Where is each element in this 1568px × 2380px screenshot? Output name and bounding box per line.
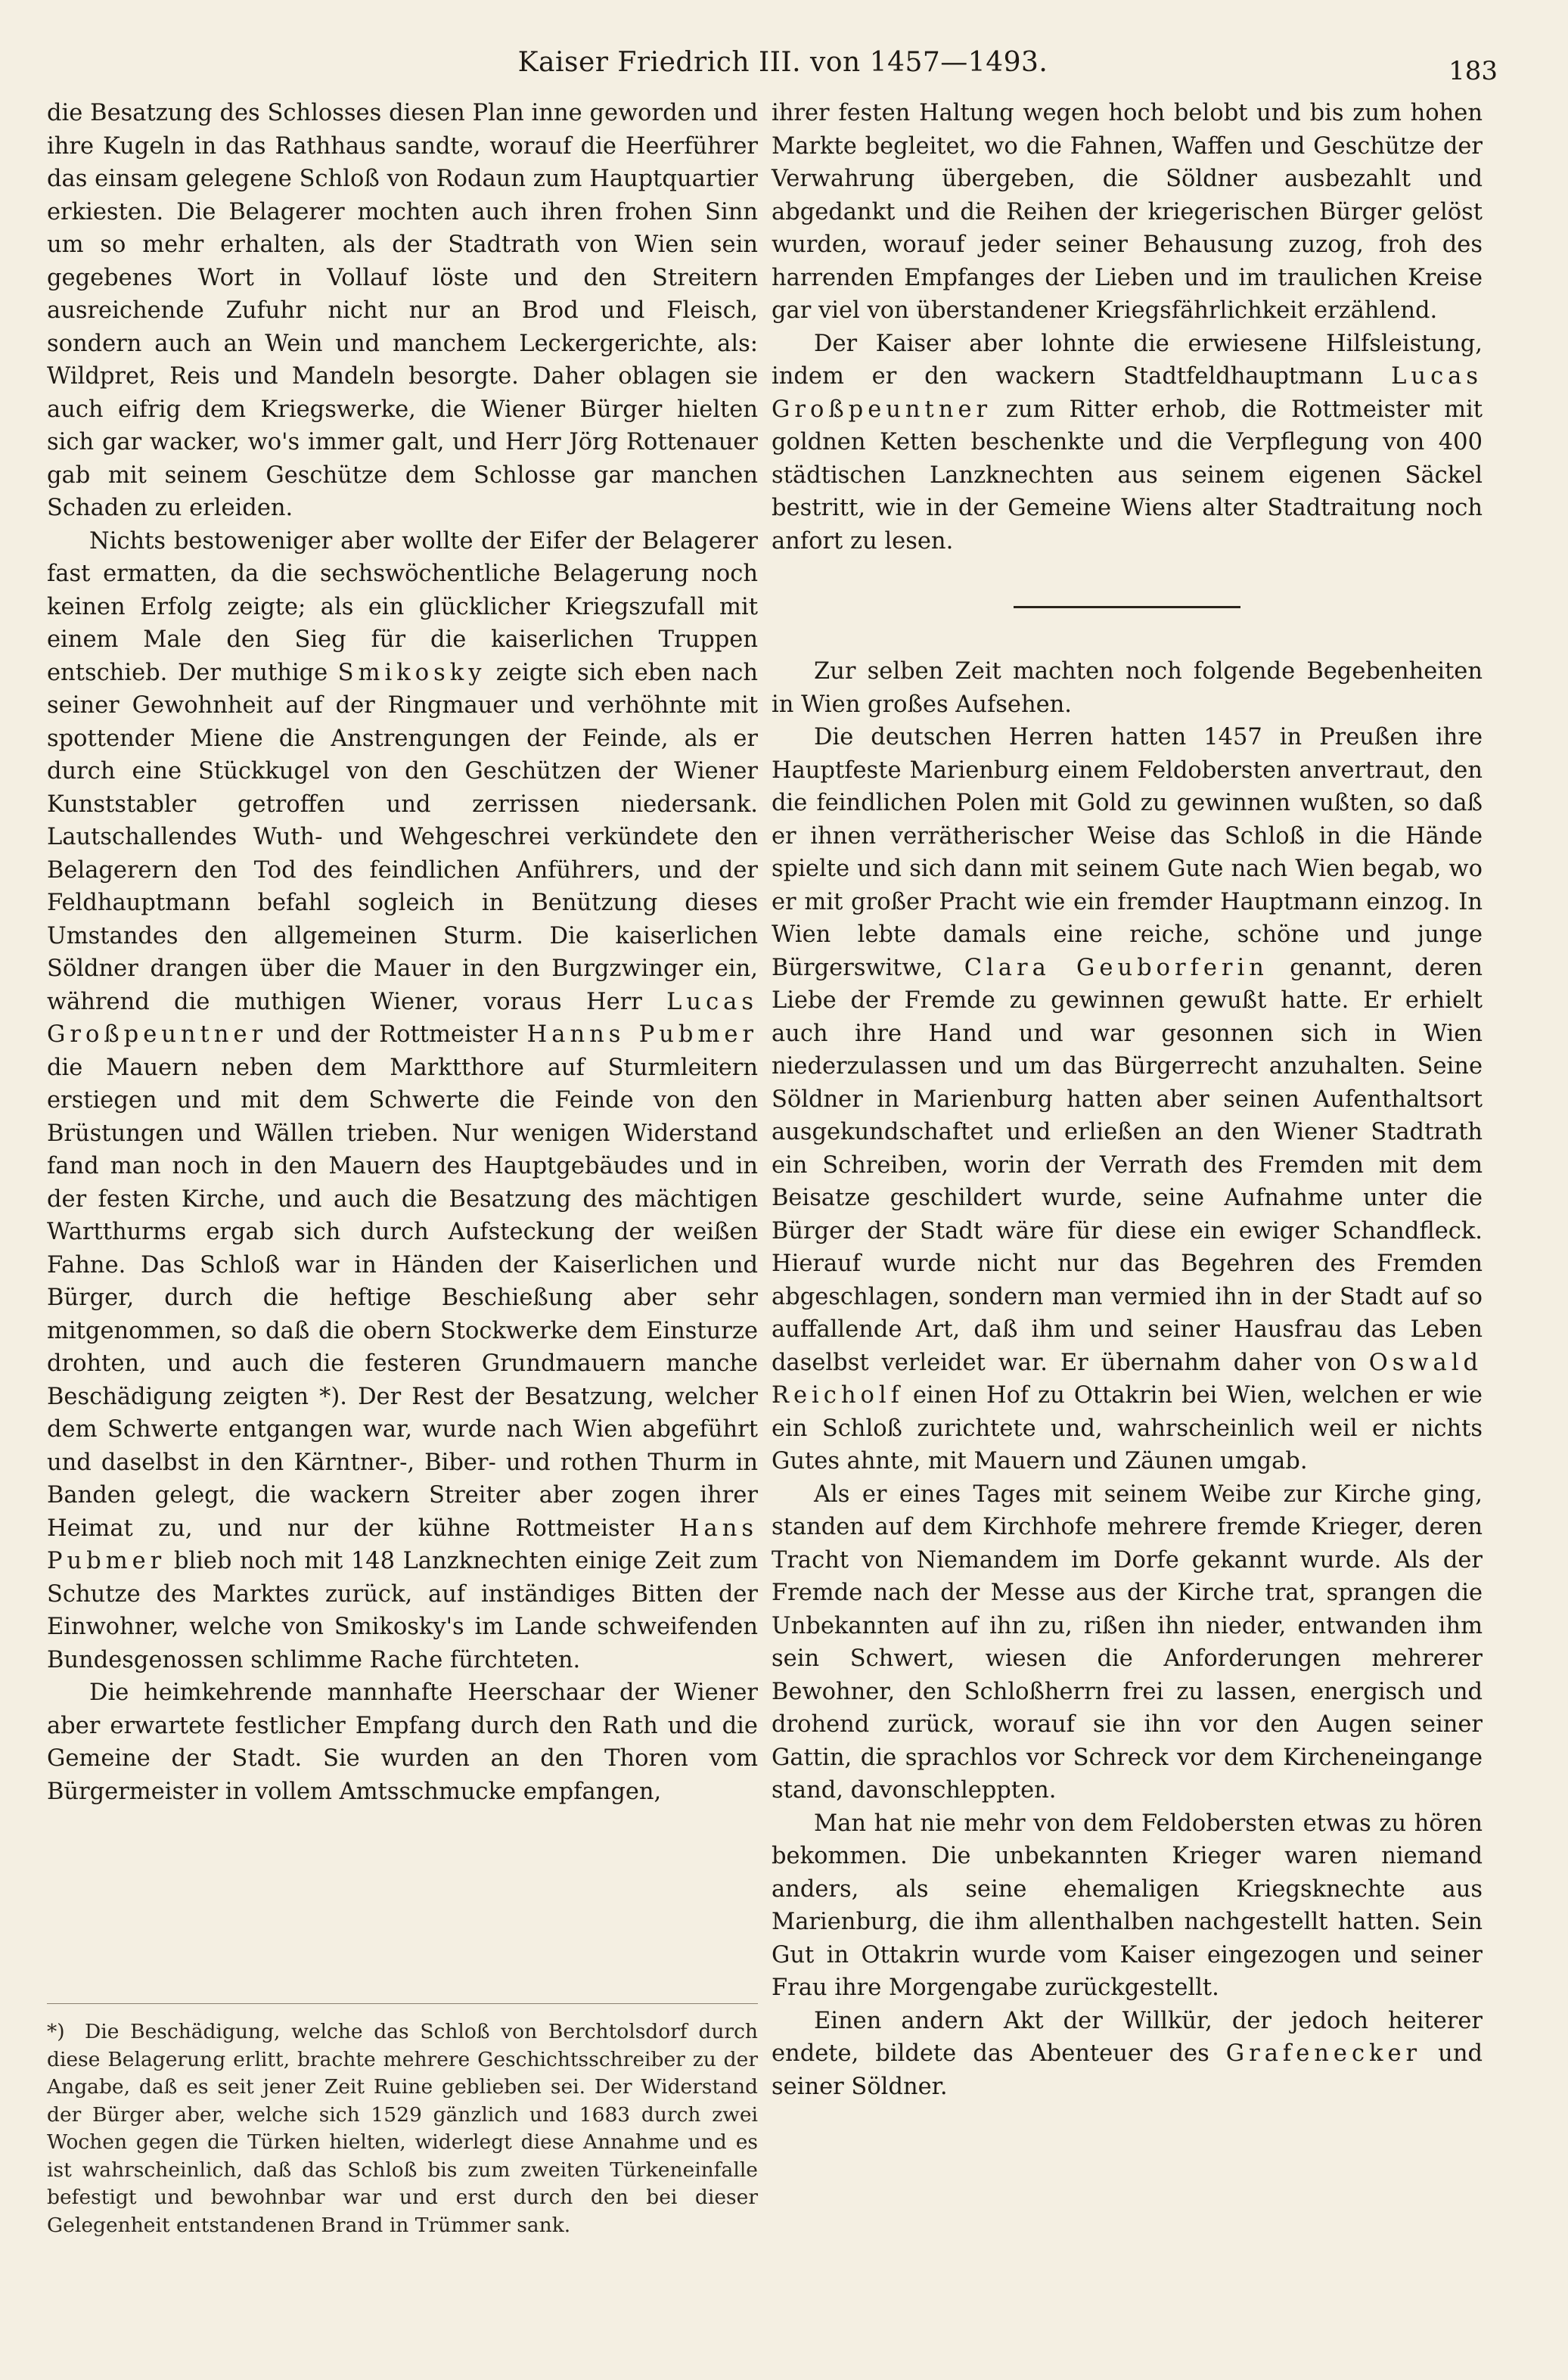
paragraph: Man hat nie mehr von dem Feldobersten etwas zu hören bekommen. Die unbekannten Krieger waren niemand anders, als seine ehemaligen Kriegsknechte aus Marienburg, die ihm allenthalben nachgestellt hatten. Sein Gut in Ottakrin wurde vom Kaiser eingezogen und seiner Frau ihre Morgengabe zurückgestellt. — [772, 1810, 1483, 2001]
paragraph: die Besatzung des Schlosses diesen Plan inne geworden und ihre Kugeln in das Rathhaus sandte, worauf die Heerführer das einsam gelegene Schloß von Rodaun zum Hauptquartier erkiesten. Die Belagerer mochten auch ihren frohen Sinn um so mehr erhalten, als der Stadtrath von Wien sein gegebenes Wort in Vollauf löste und den Streitern ausreichende Zufuhr nicht nur an Brod und Fleisch, sondern auch an Wein und manchem Leckergerichte, als: Wildpret, Reis und Mandeln besorgte. Daher oblagen sie auch eifrig dem Kriegswerke, die Wiener Bürger hielten sich gar wacker, wo's immer galt, und Herr Jörg Rottenauer gab mit seinem Geschütze dem Schlosse gar manchen Schaden zu erleiden. — [47, 100, 758, 521]
footnote-divider — [47, 2003, 758, 2004]
person-name: Clara Geuborferin — [964, 954, 1268, 981]
paragraph: Die deutschen Herren hatten 1457 in Preußen ihre Hauptfeste Marienburg einem Feldobersten anvertraut, den die feindlichen Polen mit Gold zu gewinnen wußten, so daß er ihnen verrätherischer Weise das Schloß in die Hände spielte und sich dann mit seinem Gute nach Wien begab, wo er mit großer Pracht wie ein fremder Hauptmann einzog. In Wien lebte damals eine reiche, schöne und junge Bürgerswitwe, Clara Geuborferin genannt, deren Liebe der Fremde zu gewinnen gewußt hatte. Er erhielt auch ihre Hand und war gesonnen sich in Wien niederzulassen und um das Bürgerrecht anzuhalten. Seine Söldner in Marienburg hatten aber seinen Aufenthaltsort ausgekundschaftet und erließen an den Wiener Stadtrath ein Schreiben, worin der Verrath des Fremden mit dem Beisatze geschildert wurde, seine Aufnahme unter die Bürger der Stadt wäre für diese ein ewiger Schandfleck. Hierauf wurde nicht nur das Begehren des Fremden abgeschlagen, sondern man vermied ihn in der Stadt auf so auffallende Art, daß ihm und seiner Hausfrau das Leben daselbst verleidet war. Er übernahm daher von Oswald Reicholf einen Hof zu Ottakrin bei Wien, welchen er wie ein Schloß zurichtete und, wahrscheinlich weil er nichts Gutes ahnte, mit Mauern und Zäunen umgab. — [772, 724, 1483, 1474]
person-name: Hans Pubmer — [47, 1515, 758, 1574]
person-name: Oswald Reicholf — [772, 1349, 1483, 1409]
paragraph: ihrer festen Haltung wegen hoch belobt und bis zum hohen Markte begleitet, wo die Fahnen, Waffen und Geschütze der Verwahrung übergeben, die Söldner ausbezahlt und abgedankt und die Reihen der kriegerischen Bürger gelöst wurden, worauf jeder seiner Behausung zuzog, froh des harrenden Empfanges der Lieben und im traulichen Kreise gar viel von überstandener Kriegsfährlichkeit erzählend. — [772, 100, 1483, 324]
person-name: Grafenecker — [1225, 2040, 1422, 2067]
running-head: Kaiser Friedrich III. von 1457—1493. — [517, 47, 1048, 78]
person-name: Hanns Pubmer — [526, 1021, 758, 1048]
person-name: Smikosky — [337, 659, 486, 686]
paragraph: Einen andern Akt der Willkür, der jedoch heiterer endete, bildete das Abenteuer des Grafenecker und seiner Söldner. — [772, 2007, 1483, 2100]
page-header — [45, 33, 1520, 86]
person-name: Lucas Großpeuntner — [47, 988, 758, 1048]
paragraph: Der Kaiser aber lohnte die erwiesene Hilfsleistung, indem er den wackern Stadtfeldhauptmann Lucas Großpeuntner zum Ritter erhob, die Rottmeister mit goldnen Ketten beschenkte und die Verpflegung von 400 städtischen Lanzknechten aus seinem eigenen Säckel bestritt, wie in der Gemeine Wiens alter Stadtraitung noch anfort zu lesen. — [772, 330, 1483, 555]
footnote-marker: *) — [47, 2020, 65, 2043]
footnote-text: Die Beschädigung, welche das Schloß von Berchtolsdorf durch diese Belagerung erlitt, brachte mehrere Geschichtsschreiber zu der Angabe, daß es seit jener Zeit Ruine geblieben sei. Der Widerstand der Bürger aber, welche sich 1529 gänzlich und 1683 durch zwei Wochen gegen die Türken hielten, widerlegt diese Annahme und es ist wahrscheinlich, daß das Schloß bis zum zweiten Türkeneinfalle befestigt und bewohnbar war und erst durch den bei dieser Gelegenheit entstandenen Brand in Trümmer sank. — [47, 2020, 758, 2237]
right-column — [772, 97, 1483, 2103]
page-number: 183 — [1448, 56, 1498, 86]
paragraph: Zur selben Zeit machten noch folgende Begebenheiten in Wien großes Aufsehen. — [772, 658, 1483, 718]
person-name: Lucas Großpeuntner — [772, 363, 1483, 423]
section-divider — [1014, 606, 1240, 608]
paragraph: Die heimkehrende mannhafte Heerschaar der Wiener aber erwartete festlicher Empfang durch den Rath und die Gemeine der Stadt. Sie wurden an den Thoren vom Bürgermeister in vollem Amtsschmucke empfangen, — [47, 1679, 758, 1805]
footnote — [47, 2018, 758, 2239]
paragraph: Als er eines Tages mit seinem Weibe zur Kirche ging, standen auf dem Kirchhofe mehrere fremde Krieger, deren Tracht von Niemandem im Dorfe gekannt wurde. Als der Fremde nach der Messe aus der Kirche trat, sprangen die Unbekannten auf ihn zu, rißen ihn nieder, entwanden ihm sein Schwert, wiesen die Anforderungen mehrerer Bewohner, den Schloßherrn frei zu lassen, energisch und drohend zurück, worauf sie ihn vor den Augen seiner Gattin, die sprachlos vor Schreck vor dem Kircheneingange stand, davonschleppten. — [772, 1481, 1483, 1804]
left-column — [47, 97, 758, 1808]
paragraph: Nichts bestoweniger aber wollte der Eifer der Belagerer fast ermatten, da die sechswöchentliche Belagerung noch keinen Erfolg zeigte; als ein glücklicher Kriegszufall mit einem Male den Sieg für die kaiserlichen Truppen entschieb. Der muthige Smikosky zeigte sich eben nach seiner Gewohnheit auf der Ringmauer und verhöhnte mit spottender Miene die Anstrengungen der Feinde, als er durch eine Stückkugel von den Geschützen der Wiener Kunststabler getroffen und zerrissen niedersank. Lautschallendes Wuth- und Wehgeschrei verkündete den Belagerern den Tod des feindlichen Anführers, und der Feldhauptmann befahl sogleich in Benützung dieses Umstandes den allgemeinen Sturm. Die kaiserlichen Söldner drangen über die Mauer in den Burgzwinger ein, während die muthigen Wiener, voraus Herr Lucas Großpeuntner und der Rottmeister Hanns Pubmer die Mauern neben dem Marktthore auf Sturmleitern erstiegen und mit dem Schwerte die Feinde von den Brüstungen und Wällen trieben. Nur wenigen Widerstand fand man noch in den Mauern des Hauptgebäudes und in der festen Kirche, und auch die Besatzung des mächtigen Wartthurms ergab sich durch Aufsteckung der weißen Fahne. Das Schloß war in Händen der Kaiserlichen und Bürger, durch die heftige Beschießung aber sehr mitgenommen, so daß die obern Stockwerke dem Einsturze drohten, und auch die festeren Grundmauern manche Beschädigung zeigten *). Der Rest der Besatzung, welcher dem Schwerte entgangen war, wurde nach Wien abgeführt und daselbst in den Kärntner-, Biber- und rothen Thurm in Banden gelegt, die wackern Streiter aber zogen ihrer Heimat zu, und nur der kühne Rottmeister Hans Pubmer blieb noch mit 148 Lanzknechten einige Zeit zum Schutze des Marktes zurück, auf inständiges Bitten der Einwohner, welche von Smikosky's im Lande schweifenden Bundesgenossen schlimme Rache fürchteten. — [47, 527, 758, 1673]
